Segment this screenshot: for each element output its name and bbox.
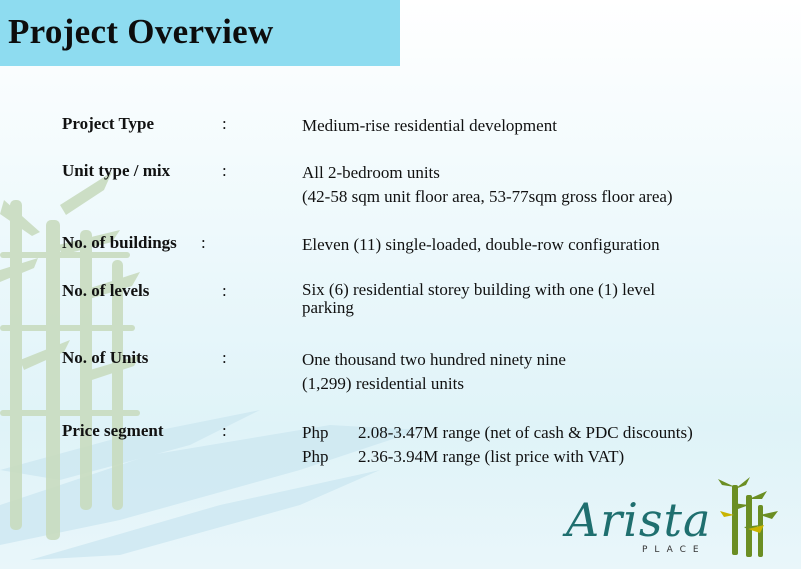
row-colon: :	[201, 233, 206, 252]
row-colon: :	[222, 281, 227, 300]
row-label: No. of levels	[62, 281, 150, 300]
value-line: parking	[302, 298, 354, 317]
bamboo-logo-icon	[712, 475, 782, 565]
price-currency: Php	[302, 447, 329, 466]
row-label: No. of Units	[62, 348, 149, 367]
row-value	[302, 114, 557, 138]
row-value	[302, 161, 673, 209]
value-line: One thousand two hundred ninety nine	[302, 350, 566, 369]
row-label: Price segment	[62, 421, 164, 440]
price-range: 2.36-3.94M range (list price with VAT)	[358, 447, 625, 466]
price-currency: Php	[302, 423, 329, 442]
value-line: (1,299) residential units	[302, 374, 464, 393]
row-value	[302, 233, 660, 257]
row-label: No. of buildings	[62, 233, 177, 252]
title-bar	[0, 0, 400, 66]
row-value	[302, 421, 693, 469]
logo-subtitle: PLACE	[642, 545, 706, 555]
value-line: All 2-bedroom units	[302, 163, 440, 182]
price-line	[302, 445, 693, 469]
price-range: 2.08-3.47M range (net of cash & PDC discounts)	[358, 423, 693, 442]
row-value	[302, 281, 655, 317]
arista-place-logo	[560, 475, 800, 569]
row-colon: :	[222, 348, 227, 367]
value-line: (42-58 sqm unit floor area, 53-77sqm gross floor area)	[302, 187, 673, 206]
row-label: Project Type	[62, 114, 155, 133]
row-label: Unit type / mix	[62, 161, 171, 180]
logo-wordmark: Arista	[566, 493, 712, 547]
row-colon: :	[222, 421, 227, 440]
value-line: Medium-rise residential development	[302, 116, 557, 135]
page-title: Project Overview	[8, 12, 274, 51]
row-colon: :	[222, 114, 227, 133]
value-line: Eleven (11) single-loaded, double-row configuration	[302, 235, 660, 254]
value-line: Six (6) residential storey building with one (1) level	[302, 280, 656, 299]
price-line	[302, 421, 693, 445]
row-colon: :	[222, 161, 227, 180]
row-value	[302, 348, 566, 396]
